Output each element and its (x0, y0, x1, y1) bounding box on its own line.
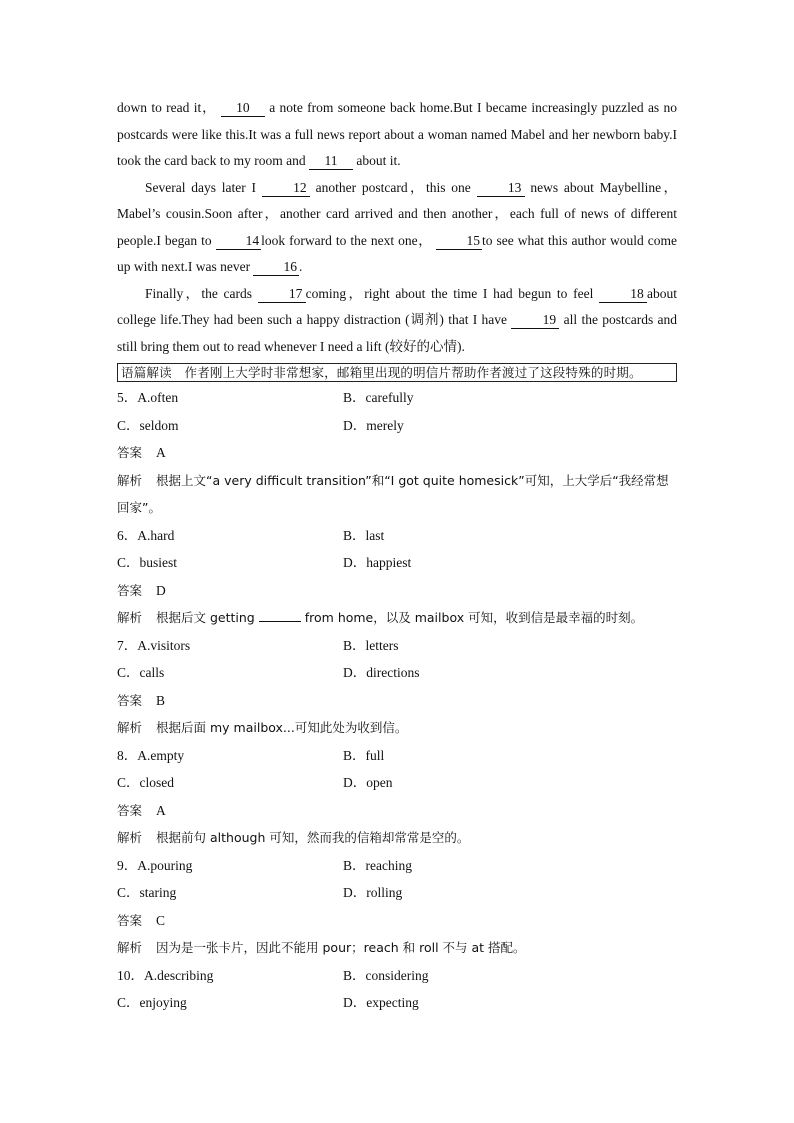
answer-value: A (156, 445, 166, 460)
question-6 (117, 522, 677, 632)
option: C．enjoying (117, 995, 187, 1010)
answer-value: D (156, 582, 166, 598)
blank-10: 10 (221, 100, 265, 117)
text: to see what this author would come up with next.I was never (117, 232, 677, 274)
text: Several days later I (145, 179, 257, 195)
analysis-text: 根据上文“a very difficult transition”和“I got quite homesick”可知，上大学后“我经常想回家”。 (117, 472, 669, 515)
text: another postcard，this one (315, 179, 471, 195)
text: all the postcards and still bring them out to read whenever I need a lift (较好的心情). (117, 312, 678, 354)
passage-paragraph-1 (117, 95, 677, 175)
document-page (117, 95, 677, 1017)
analysis-line (117, 604, 677, 632)
underline-gap (259, 611, 301, 622)
option: 5．A.often (117, 390, 179, 405)
analysis-line (117, 467, 677, 522)
analysis-label: 解析 (117, 940, 143, 955)
question-5 (117, 384, 677, 522)
option: D．directions (343, 665, 420, 680)
text: . (298, 259, 303, 274)
answer-line (117, 687, 677, 715)
option: D．rolling (343, 885, 403, 900)
text: about it. (356, 153, 401, 168)
option: C．closed (117, 775, 174, 790)
blank-13: 13 (477, 180, 525, 197)
answer-line (117, 797, 677, 825)
analysis-label: 解析 (117, 472, 143, 488)
answer-value: C (156, 912, 166, 928)
answer-line (117, 577, 677, 605)
option: D．expecting (343, 995, 419, 1010)
option: B．considering (343, 967, 429, 983)
option: D．merely (343, 417, 404, 433)
option: 9．A.pouring (117, 857, 193, 873)
text: coming，right about the time I had begun to feel (305, 285, 594, 301)
analysis-text: 根据前句 although 可知，然而我的信箱却常常是空的。 (156, 830, 470, 845)
question-10 (117, 962, 677, 1017)
option: B．reaching (343, 857, 412, 873)
option: 10．A.describing (117, 967, 214, 983)
option: 6．A.hard (117, 527, 175, 543)
analysis-text: from home，以及 mailbox 可知，收到信是最幸福的时刻。 (304, 610, 644, 625)
blank-15: 15 (436, 233, 482, 250)
blank-12: 12 (262, 180, 310, 197)
option: B．carefully (343, 390, 414, 405)
answer-label: 答案 (117, 582, 143, 598)
option: B．letters (343, 637, 399, 653)
option: B．full (343, 747, 385, 763)
option: B．last (343, 527, 385, 543)
text: down to read it， (117, 100, 217, 115)
blank-11: 11 (309, 153, 353, 170)
option: C．busiest (117, 555, 178, 570)
analysis-label: 解析 (117, 830, 143, 845)
analysis-line (117, 824, 677, 852)
analysis-label: 解析 (117, 720, 143, 735)
option: 7．A.visitors (117, 637, 191, 653)
answer-label: 答案 (117, 445, 143, 460)
analysis-text: 根据后文 getting (156, 610, 255, 625)
answer-line (117, 439, 677, 467)
blank-17: 17 (258, 286, 306, 303)
analysis-line (117, 934, 677, 962)
text: a note from someone back home.But I became increasingly puzzled as no postcards were like this.It was a full news report about a woman named Mabel and her newborn baby.I took the card back to my room and (117, 100, 678, 168)
question-8 (117, 742, 677, 852)
blank-19: 19 (511, 312, 559, 329)
passage-summary-box: 语篇解读 作者刚上大学时非常想家，邮箱里出现的明信片帮助作者渡过了这段特殊的时期。 (117, 363, 677, 382)
option: C．staring (117, 885, 177, 900)
answer-label: 答案 (117, 802, 143, 818)
analysis-text: 因为是一张卡片，因此不能用 pour；reach 和 roll 不与 at 搭配。 (156, 940, 526, 955)
blank-18: 18 (599, 286, 647, 303)
option: 8．A.empty (117, 747, 185, 763)
text: news about Maybelline，Mabel’s cousin.Soon after，another card arrived and then another，each full of news of different people.I began to (117, 179, 678, 248)
answer-line (117, 907, 677, 935)
analysis-text: 根据后面 my mailbox...可知此处为收到信。 (156, 720, 408, 735)
option: C．seldom (117, 417, 179, 433)
passage-paragraph-3 (117, 281, 677, 361)
question-9 (117, 852, 677, 962)
answer-value: B (156, 692, 166, 708)
blank-14: 14 (216, 233, 262, 250)
answer-label: 答案 (117, 912, 143, 928)
answer-label: 答案 (117, 692, 143, 708)
blank-16: 16 (253, 259, 299, 276)
text: about college life.They had been such a happy distraction (调剂) that I have (117, 285, 677, 327)
text: look forward to the next one， (261, 232, 433, 248)
analysis-label: 解析 (117, 610, 143, 625)
option: C．calls (117, 665, 165, 680)
option: D．open (343, 775, 393, 790)
text: Finally，the cards (145, 285, 252, 301)
question-7 (117, 632, 677, 742)
option: D．happiest (343, 555, 412, 570)
answer-value: A (156, 802, 166, 818)
analysis-line (117, 714, 677, 742)
passage-paragraph-2 (117, 175, 677, 281)
